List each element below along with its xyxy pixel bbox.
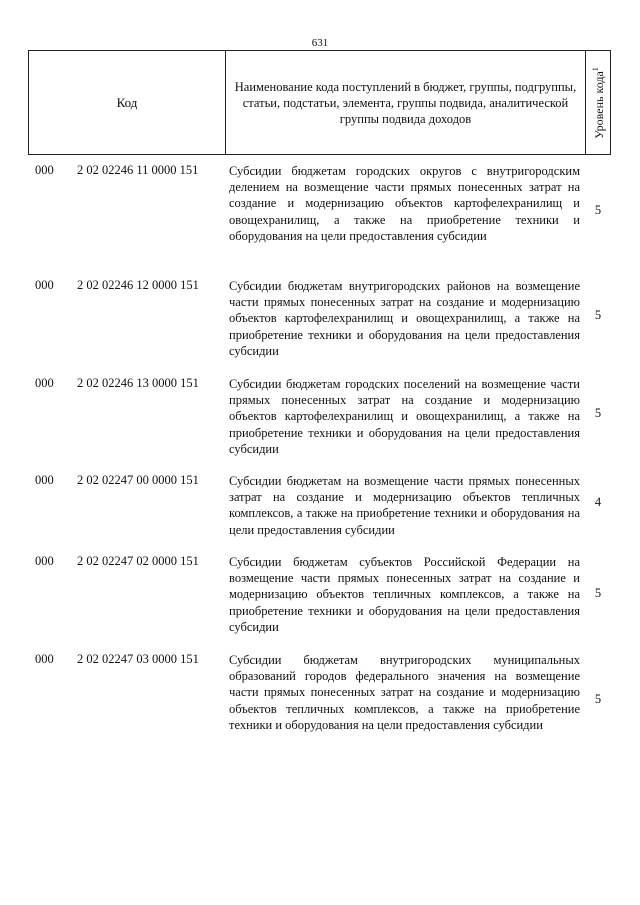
level-value: 4	[594, 495, 602, 509]
budget-code: 2 02 02246 11 0000 151	[77, 163, 199, 177]
admin-code: 000	[35, 376, 54, 390]
description: Субсидии бюджетам на возмещение части прямых понесенных затрат на создание и модернизацию объектов тепличных комплексов, а также на приобретение техники и оборудования на цели предоставления субсидии	[229, 474, 580, 537]
level-value: 5	[594, 692, 602, 706]
description: Субсидии бюджетам городских округов с внутригородским делением на возмещение части прямых понесенных затрат на создание и модернизацию объектов картофелехранилищ и овощехранилищ, а также на приобретение техники и оборудования на цели предоставления субсидии	[229, 164, 580, 243]
description: Субсидии бюджетам городских поселений на возмещение части прямых понесенных затрат на создание и модернизацию объектов картофелехранилищ и овощехранилищ, а также на приобретение техники и оборудования на цели предоставления субсидии	[229, 377, 580, 456]
admin-code: 000	[35, 652, 54, 666]
level-value: 5	[594, 586, 602, 600]
level-value: 5	[594, 406, 602, 420]
budget-code: 2 02 02247 03 0000 151	[77, 652, 199, 666]
level-value: 5	[594, 203, 602, 217]
admin-code: 000	[35, 163, 54, 177]
admin-code: 000	[35, 554, 54, 568]
level-value: 5	[594, 308, 602, 322]
description: Субсидии бюджетам субъектов Российской Федерации на возмещение части прямых понесенных затрат на создание и модернизацию объектов тепличных комплексов, а также на приобретение техники и оборудования на цели предоставления субсидии	[229, 555, 580, 634]
header-name: Наименование кода поступлений в бюджет, группы, подгруппы, статьи, подстатьи, элемента, группы подвида, аналитической группы подвида доходов	[234, 79, 577, 126]
page-number: 631	[311, 37, 329, 49]
budget-code: 2 02 02247 00 0000 151	[77, 473, 199, 487]
header-level-text	[591, 67, 607, 139]
admin-code: 000	[35, 278, 54, 292]
header-level-label: Уровень кода	[591, 70, 606, 139]
budget-code: 2 02 02246 12 0000 151	[77, 278, 199, 292]
budget-code: 2 02 02246 13 0000 151	[77, 376, 199, 390]
description: Субсидии бюджетам внутригородских районов на возмещение части прямых понесенных затрат на создание и модернизацию объектов картофелехранилищ и овощехранилищ, а также на приобретение техники и оборудования на цели предоставления субсидии	[229, 279, 580, 358]
budget-code: 2 02 02247 02 0000 151	[77, 554, 199, 568]
admin-code: 000	[35, 473, 54, 487]
table-header	[28, 50, 611, 155]
header-code: Код	[116, 94, 138, 110]
header-level	[586, 51, 611, 154]
header-level-footnote: 1	[590, 66, 600, 71]
description: Субсидии бюджетам внутригородских муниципальных образований городов федерального значения на возмещение части прямых понесенных затрат на создание и модернизацию объектов тепличных комплексов, а также на приобретение техники и оборудования на цели предоставления субсидии	[229, 653, 580, 732]
